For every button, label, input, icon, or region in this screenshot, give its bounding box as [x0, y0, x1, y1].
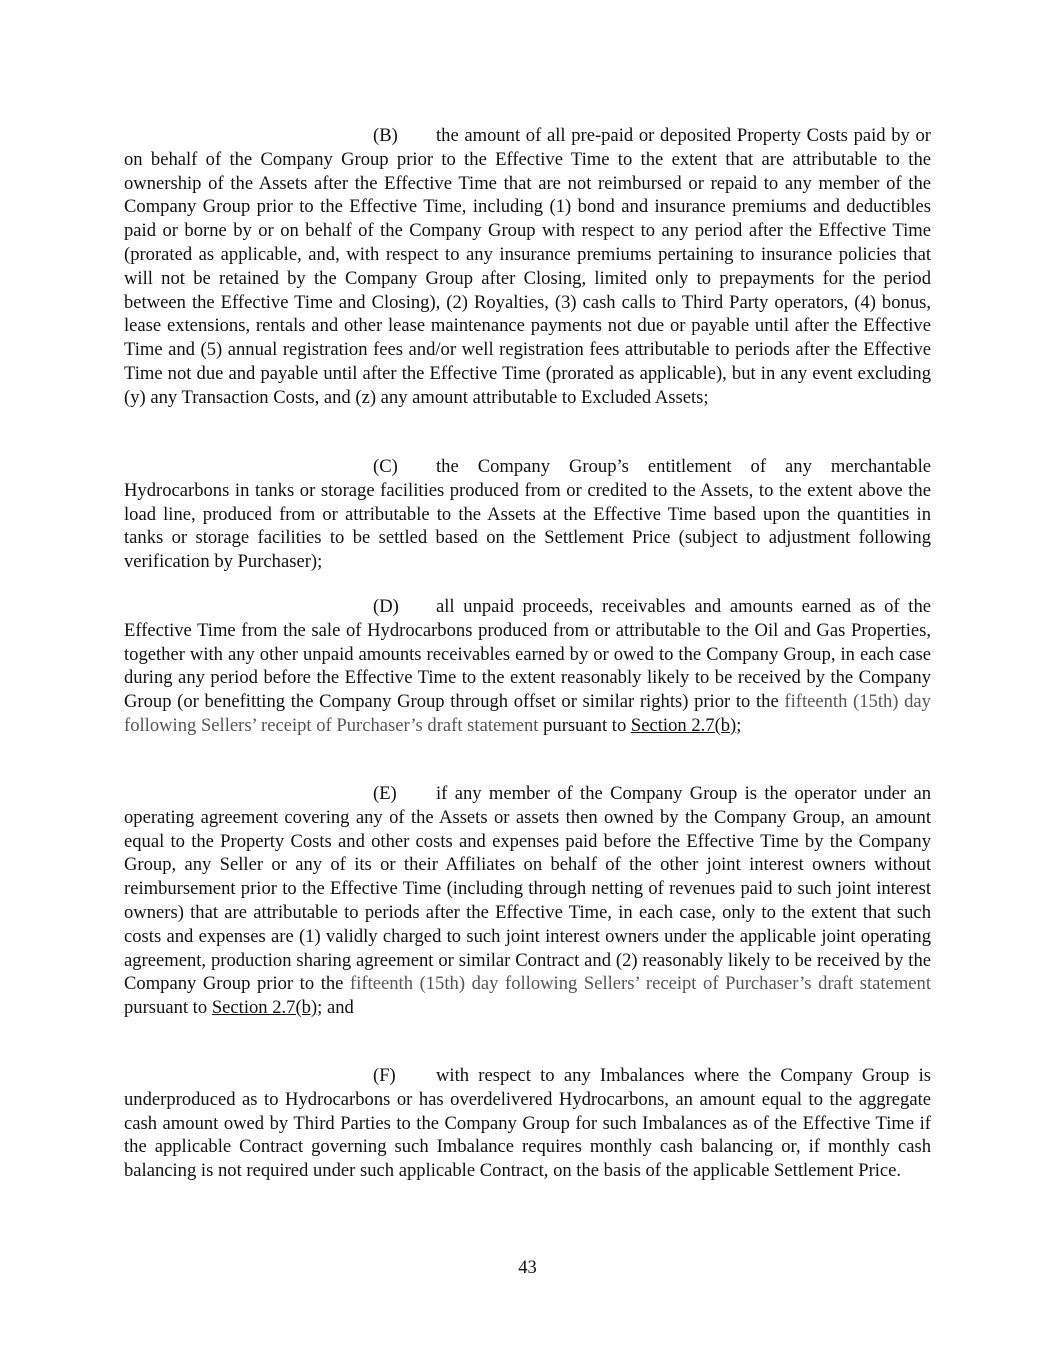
paragraph-d [124, 595, 931, 738]
paragraph-d-label: (D) [373, 596, 399, 617]
paragraph-e [124, 782, 931, 1020]
paragraph-e-text-after: pursuant to [124, 997, 208, 1019]
paragraph-f [124, 1064, 931, 1183]
paragraph-e-label: (E) [373, 783, 397, 804]
paragraph-b [124, 124, 931, 410]
paragraph-d-text-after: pursuant to [543, 714, 627, 736]
paragraph-c-label: (C) [373, 456, 398, 477]
paragraph-e-text-end: ; and [317, 997, 354, 1019]
paragraph-d-text: all unpaid proceeds, receivables and amounts earned as of the Effective Time from the sale of Hydrocarbons produced from or attributable to the Oil and Gas Properties, together with any other unpaid amounts receivables earned by or owed to the Company Group, in each case during any period before the Effective Time to the extent reasonably likely to be received by the Company Group (or benefitting the Company Group through offset or similar rights) prior to the [124, 596, 931, 713]
paragraph-e-gray-text: fifteenth (15th) day following Sellers’ receipt of Purchaser’s draft statement [350, 973, 931, 995]
paragraph-b-label: (B) [373, 125, 398, 146]
paragraph-f-text: with respect to any Imbalances where the Company Group is underproduced as to Hydrocarbons or has overdelivered Hydrocarbons, an amount equal to the aggregate cash amount owed by Third Parties to the Company Group for such Imbalances as of the Effective Time if the applicable Contract governing such Imbalance requires monthly cash balancing or, if monthly cash balancing is not required under such applicable Contract, on the basis of the applicable Settlement Price. [124, 1065, 931, 1182]
paragraph-d-text-end: ; [736, 714, 742, 736]
paragraph-d-gray-text: fifteenth (15th) day following Sellers’ receipt of Purchaser’s draft statement [124, 691, 931, 736]
paragraph-c [124, 455, 931, 574]
paragraph-b-text: the amount of all pre-paid or deposited Property Costs paid by or on behalf of the Company Group prior to the Effective Time to the extent that are attributable to the ownership of the Assets after the Effective Time that are not reimbursed or repaid to any member of the Company Group prior to the Effective Time, including (1) bond and insurance premiums and deductibles paid or borne by or on behalf of the Company Group with respect to any period after the Effective Time (prorated as applicable, and, with respect to any insurance premiums pertaining to insurance policies that will not be retained by the Company Group after Closing, limited only to prepayments for the period between the Effective Time and Closing), (2) Royalties, (3) cash calls to Third Party operators, (4) bonus, lease extensions, rentals and other lease maintenance payments not due or payable until after the Effective Time and (5) annual registration fees and/or well registration fees attributable to periods after the Effective Time not due and payable until after the Effective Time (prorated as applicable), but in any event excluding (y) any Transaction Costs, and (z) any amount attributable to Excluded Assets; [124, 125, 931, 408]
page-number: 43 [518, 1257, 537, 1278]
section-2-7b-reference[interactable]: Section 2.7(b) [211, 997, 318, 1019]
paragraph-f-label: (F) [373, 1065, 396, 1086]
paragraph-e-text: if any member of the Company Group is the operator under an operating agreement covering any of the Assets or assets then owned by the Company Group, an amount equal to the Property Costs and other costs and expenses paid before the Effective Time by the Company Group, any Seller or any of its or their Affiliates on behalf of the other joint interest owners without reimbursement prior to the Effective Time (including through netting of revenues paid to such joint interest owners) that are attributable to periods after the Effective Time, in each case, only to the extent that such costs and expenses are (1) validly charged to such joint interest owners under the applicable joint operating agreement, production sharing agreement or similar Contract and (2) reasonably likely to be received by the Company Group prior to the [124, 783, 931, 995]
paragraph-c-text: the Company Group’s entitlement of any merchantable Hydrocarbons in tanks or storage facilities produced from or credited to the Assets, to the extent above the load line, produced from or attributable to the Assets at the Effective Time based upon the quantities in tanks or storage facilities to be settled based on the Settlement Price (subject to adjustment following verification by Purchaser); [124, 456, 931, 573]
section-2-7b-reference[interactable]: Section 2.7(b) [630, 714, 737, 736]
